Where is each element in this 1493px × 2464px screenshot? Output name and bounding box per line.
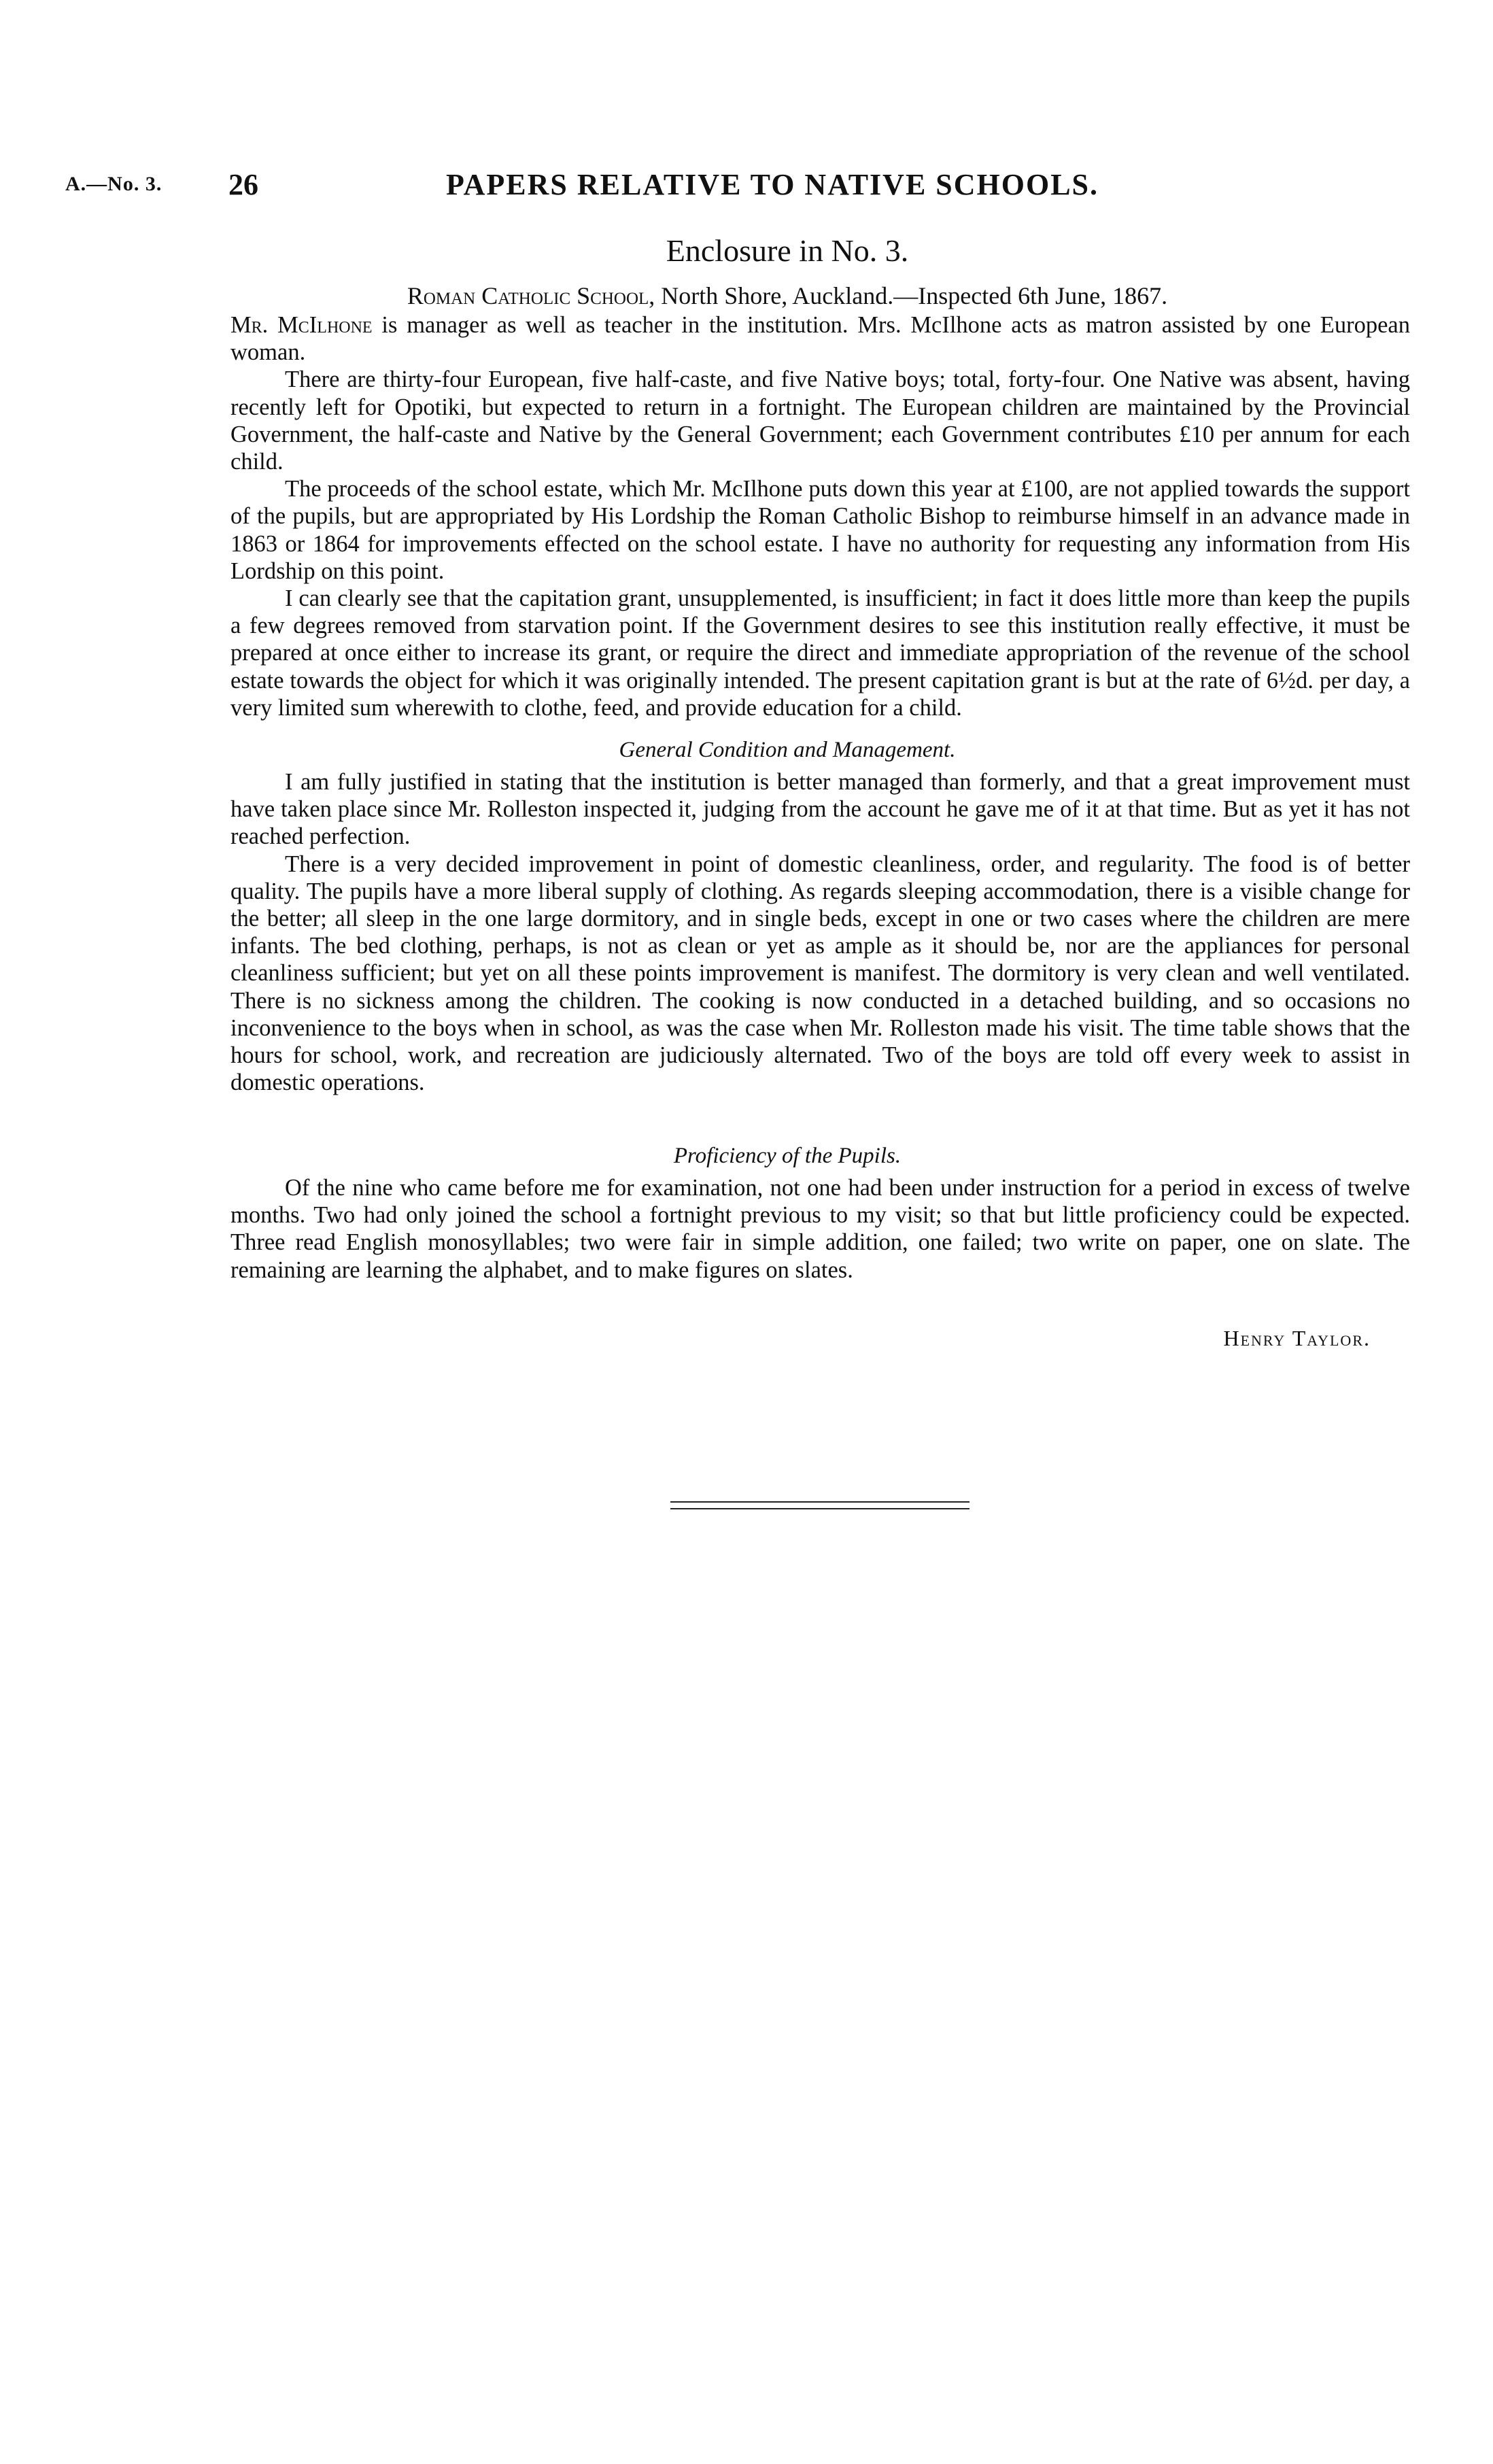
- signature: Henry Taylor.: [1223, 1326, 1371, 1350]
- section-heading: Proficiency of the Pupils.: [673, 1144, 902, 1168]
- school-location: North Shore, Auckland.—Inspected 6th June, 1867.: [655, 282, 1168, 309]
- paragraph: I can clearly see that the capitation grant, unsupplemented, is insufficient; in fact it does little more than keep the pupils a few degrees removed from starvation point. If the Government desires to see this institution really effective, it must be prepared at once either to increase its grant, or require the direct and immediate appropriation of the revenue of the school estate towards the object for which it was originally intended. The present capitation grant is but at the rate of 6½d. per day, a very limited sum wherewith to clothe, feed, and provide education for a child.: [230, 585, 1410, 721]
- document-reference: A.—No. 3.: [65, 173, 162, 195]
- paragraph: [230, 311, 1410, 366]
- enclosure-title: Enclosure in No. 3.: [666, 233, 909, 268]
- section-heading: General Condition and Management.: [619, 738, 956, 762]
- paragraph: The proceeds of the school estate, which Mr. McIlhone puts down this year at £100, are not applied towards the support of the pupils, but are appropriated by His Lordship the Roman Catholic Bishop to reimburse himself in an advance made in 1863 or 1864 for improvements effected on the school estate. I have no authority for requesting any information from His Lordship on this point.: [230, 476, 1410, 584]
- paragraph: Of the nine who came before me for examination, not one had been under instruction for a period in excess of twelve months. Two had only joined the school a fortnight previous to my visit; so that but little proficiency could be expected. Three read English monosyllables; two were fair in simple addition, one failed; two write on paper, one on slate. The remaining are learning the alphabet, and to make figures on slates.: [230, 1175, 1410, 1283]
- general-condition-section: [230, 768, 1410, 1096]
- paragraph: There is a very decided improvement in point of domestic cleanliness, order, and regularity. The food is of better quality. The pupils have a more liberal supply of clothing. As regards sleeping accommodation, there is a visible change for the better; all sleep in the one large dormitory, and in single beds, except in one or two cases where the children are mere infants. The bed clothing, perhaps, is not as clean or yet as ample as it should be, nor are the appliances for personal cleanliness sufficient; but yet on all these points improvement is manifest. The dormitory is very clean and well ventilated. There is no sickness among the children. The cooking is now conducted in a detached building, and so occasions no inconvenience to the boys when in school, as was the case when Mr. Rolleston made his visit. The time table shows that the hours for school, work, and recreation are judiciously alternated. Two of the boys are told off every week to assist in domestic operations.: [230, 851, 1410, 1096]
- school-line: [0, 281, 1493, 310]
- closing-rule: [670, 1501, 969, 1503]
- intro-section: [230, 311, 1410, 721]
- paragraph: I am fully justified in stating that the institution is better managed than formerly, and that a great improvement must have taken place since Mr. Rolleston inspected it, judging from the account he gave me of it at that time. But as yet it has not reached perfection.: [230, 769, 1410, 850]
- closing-rule: [670, 1508, 969, 1509]
- proficiency-section: [230, 1174, 1410, 1284]
- running-title: PAPERS RELATIVE TO NATIVE SCHOOLS.: [446, 168, 1099, 201]
- school-name: Roman Catholic School,: [407, 282, 655, 309]
- page-number: 26: [228, 168, 258, 201]
- paragraph-text: is manager as well as teacher in the institution. Mrs. McIlhone acts as matron assisted by one European woman.: [230, 312, 1410, 366]
- paragraph: There are thirty-four European, five half-caste, and five Native boys; total, forty-four. One Native was absent, having recently left for Opotiki, but expected to return in a fortnight. The European children are maintained by the Provincial Government, the half-caste and Native by the General Government; each Government contributes £10 per annum for each child.: [230, 366, 1410, 475]
- manager-name: Mr. McIlhone: [230, 312, 373, 338]
- page-header: [65, 167, 1432, 208]
